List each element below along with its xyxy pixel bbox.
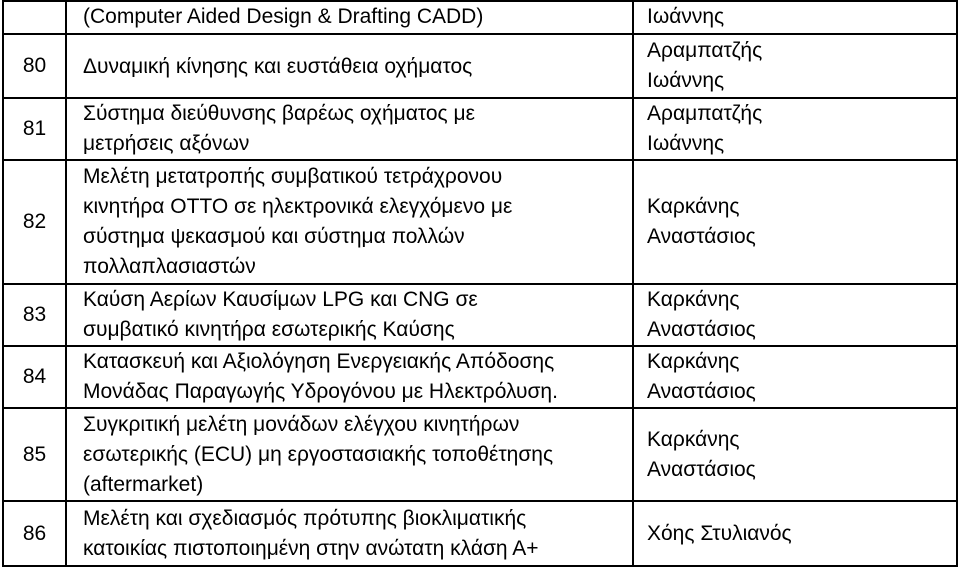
title-line: Καύση Αερίων Καυσίμων LPG και CNG σε <box>83 288 478 311</box>
title-line: Δυναμική κίνησης και ευστάθεια οχήματος <box>83 55 473 78</box>
row-number: 86 <box>3 501 66 566</box>
supervisor-line: Καρκάνης <box>647 350 740 373</box>
thesis-title <box>66 1 633 34</box>
title-line: μετρήσεις αξόνων <box>83 132 250 155</box>
supervisor-line: Χόης Στυλιανός <box>647 521 792 545</box>
row-number: 80 <box>3 34 66 98</box>
table-row <box>3 1 957 34</box>
title-line: Συγκριτική μελέτη μονάδων ελέγχου κινητήρων <box>83 412 520 436</box>
supervisor-line: Καρκάνης <box>647 195 740 218</box>
supervisor-name <box>633 408 957 501</box>
title-line: σύστημα ψεκασμού και σύστημα πολλών <box>83 225 465 248</box>
thesis-title <box>66 34 633 98</box>
supervisor-line: Αναστάσιος <box>647 318 756 341</box>
supervisor-line: Αραμπατζής <box>647 39 763 62</box>
title-line: εσωτερικής (ECU) μη εργοστασιακής τοποθέτησης <box>83 442 554 466</box>
thesis-title <box>66 346 633 408</box>
title-line: Σύστημα διεύθυνσης βαρέως οχήματος με <box>83 102 475 125</box>
thesis-title <box>66 284 633 346</box>
thesis-title <box>66 160 633 284</box>
title-line: Μονάδας Παραγωγής Υδρογόνου με Ηλεκτρόλυση. <box>83 380 558 403</box>
supervisor-name <box>633 34 957 98</box>
supervisor-line: Αναστάσιος <box>647 457 756 481</box>
supervisor-name <box>633 160 957 284</box>
table-row <box>3 346 957 408</box>
row-number: 84 <box>3 346 66 408</box>
row-number: 81 <box>3 98 66 160</box>
title-line: Μελέτη και σχεδιασμός πρότυπης βιοκλιματικής <box>83 506 527 530</box>
supervisor-line: Αναστάσιος <box>647 225 756 248</box>
title-line: Μελέτη μετατροπής συμβατικού τετράχρονου <box>83 165 503 188</box>
table-row <box>3 501 957 566</box>
thesis-title <box>66 501 633 566</box>
row-number <box>3 1 66 34</box>
supervisor-line: Καρκάνης <box>647 427 740 451</box>
supervisor-line: Αραμπατζής <box>647 102 763 125</box>
supervisor-name <box>633 1 957 34</box>
thesis-title <box>66 408 633 501</box>
table-row <box>3 284 957 346</box>
title-line: Κατασκευή και Αξιολόγηση Ενεργειακής Απόδοσης <box>83 350 555 373</box>
title-line: (aftermarket) <box>83 472 204 496</box>
title-line: κατοικίας πιστοποιημένη στην ανώτατη κλάση Α+ <box>83 536 539 560</box>
table-row <box>3 34 957 98</box>
supervisor-line: Αναστάσιος <box>647 380 756 403</box>
supervisor-line: Καρκάνης <box>647 288 740 311</box>
row-number: 83 <box>3 284 66 346</box>
title-line: κινητήρα ΟΤΤΟ σε ηλεκτρονικά ελεγχόμενο με <box>83 195 513 218</box>
supervisor-line: Ιωάννης <box>647 132 725 155</box>
table-row <box>3 408 957 501</box>
supervisor-name <box>633 346 957 408</box>
row-number: 82 <box>3 160 66 284</box>
table-row <box>3 98 957 160</box>
supervisor-line: Ιωάννης <box>647 5 725 28</box>
supervisor-line: Ιωάννης <box>647 69 725 92</box>
supervisor-name <box>633 501 957 566</box>
table-row <box>3 160 957 284</box>
row-number: 85 <box>3 408 66 501</box>
supervisor-name <box>633 98 957 160</box>
title-line: συμβατικό κινητήρα εσωτερικής Καύσης <box>83 318 455 341</box>
title-line: (Computer Aided Design & Drafting CADD) <box>83 5 484 28</box>
title-line: πολλαπλασιαστών <box>83 255 256 278</box>
thesis-title <box>66 98 633 160</box>
supervisor-name <box>633 284 957 346</box>
thesis-table <box>2 0 958 567</box>
